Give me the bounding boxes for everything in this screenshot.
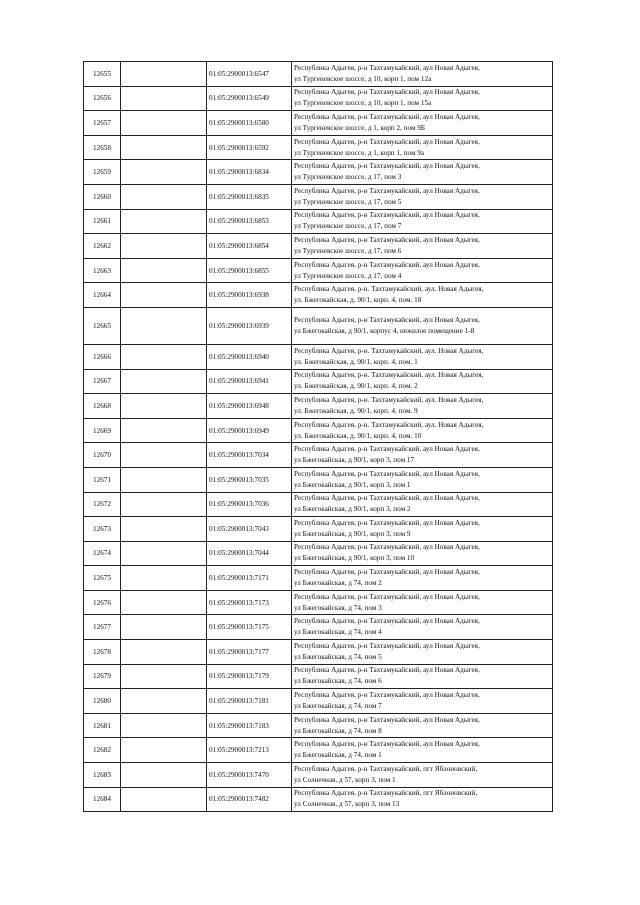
empty-cell: [121, 184, 207, 209]
cadastral-number-cell: 01:05:2900013:6949: [207, 418, 292, 443]
table-row: [84, 209, 553, 234]
empty-cell: [121, 234, 207, 259]
row-number-cell: 12663: [84, 258, 121, 283]
table-row: [84, 640, 553, 665]
address-cell: Республика Адыгея, р-н Тахтамукайский, аул Новая Адыгея, ул Бжегокайская, д 74, пом 2: [292, 566, 553, 591]
address-cell: Республика Адыгея, р-н Тахтамукайский, аул Новая Адыгея, ул Бжегокайская, д 74, пом 6: [292, 664, 553, 689]
empty-cell: [121, 135, 207, 160]
empty-cell: [121, 566, 207, 591]
address-cell: Республика Адыгея, р-н. Тахтамукайский, аул. Новая Адыгея, ул. Бжегокайская, д. 90/1, корп. 4, пом. 9: [292, 394, 553, 419]
address-cell: Республика Адыгея, р-н Тахтамукайский, аул Новая Адыгея, ул Тургеневское шоссе, д 10, корп 1, пом 15а: [292, 86, 553, 111]
empty-cell: [121, 443, 207, 468]
row-number-cell: 12683: [84, 763, 121, 788]
empty-cell: [121, 307, 207, 344]
cadastral-number-cell: 01:05:2900013:7213: [207, 738, 292, 763]
empty-cell: [121, 763, 207, 788]
table-row: [84, 590, 553, 615]
empty-cell: [121, 160, 207, 185]
address-cell: Республика Адыгея, р-н Тахтамукайский, аул Новая Адыгея, ул Тургеневское шоссе, д 17, пом 4: [292, 258, 553, 283]
table-row: [84, 307, 553, 344]
table-row: [84, 467, 553, 492]
address-cell: Республика Адыгея, р-н Тахтамукайский, аул Новая Адыгея, ул Бжегокайская, д 90/1, корп 3, пом 9: [292, 517, 553, 542]
row-number-cell: 12678: [84, 640, 121, 665]
cadastral-number-cell: 01:05:2900013:7482: [207, 787, 292, 812]
table-row: [84, 86, 553, 111]
cadastral-number-cell: 01:05:2900013:7175: [207, 615, 292, 640]
cadastral-number-cell: 01:05:2900013:7179: [207, 664, 292, 689]
row-number-cell: 12656: [84, 86, 121, 111]
cadastral-number-cell: 01:05:2900013:7043: [207, 517, 292, 542]
address-cell: Республика Адыгея, р-н Тахтамукайский, аул Новая Адыгея, ул Бжегокайская, д 74, пом 5: [292, 640, 553, 665]
cadastral-number-cell: 01:05:2900013:7177: [207, 640, 292, 665]
empty-cell: [121, 344, 207, 369]
table-row: [84, 566, 553, 591]
registry-table: [83, 61, 553, 812]
table-row: [84, 689, 553, 714]
row-number-cell: 12662: [84, 234, 121, 259]
cadastral-number-cell: 01:05:2900013:6855: [207, 258, 292, 283]
row-number-cell: 12667: [84, 369, 121, 394]
table-row: [84, 517, 553, 542]
address-cell: Республика Адыгея, р-н Тахтамукайский, пгт Яблоновский, ул Солнечная, д 57, корп 3, пом 13: [292, 787, 553, 812]
address-cell: Республика Адыгея, р-н Тахтамукайский, аул Новая Адыгея, ул Бжегокайская, д 90/1, корп 3, пом 17: [292, 443, 553, 468]
table-row: [84, 787, 553, 812]
cadastral-number-cell: 01:05:2900013:6580: [207, 111, 292, 136]
table-row: [84, 258, 553, 283]
address-cell: Республика Адыгея, р-н Тахтамукайский, аул Новая Адыгея, ул Бжегокайская, д 74, пом 1: [292, 738, 553, 763]
empty-cell: [121, 664, 207, 689]
table-row: [84, 111, 553, 136]
empty-cell: [121, 517, 207, 542]
address-cell: Республика Адыгея, р-н Тахтамукайский, аул Новая Адыгея, ул Бжегокайская, д 90/1, корп 3, пом 1: [292, 467, 553, 492]
cadastral-number-cell: 01:05:2900013:6948: [207, 394, 292, 419]
address-cell: Республика Адыгея, р-н Тахтамукайский, пгт Яблоновский, ул Солнечная, д 57, корп 3, пом 1: [292, 763, 553, 788]
cadastral-number-cell: 01:05:2900013:6834: [207, 160, 292, 185]
table-row: [84, 738, 553, 763]
empty-cell: [121, 86, 207, 111]
row-number-cell: 12681: [84, 713, 121, 738]
empty-cell: [121, 209, 207, 234]
empty-cell: [121, 787, 207, 812]
cadastral-number-cell: 01:05:2900013:6592: [207, 135, 292, 160]
row-number-cell: 12676: [84, 590, 121, 615]
address-cell: Республика Адыгея, р-н Тахтамукайский, аул Новая Адыгея, ул Тургеневское шоссе, д 1, корп 1, пом 9а: [292, 135, 553, 160]
address-cell: Республика Адыгея, р-н Тахтамукайский, аул Новая Адыгея, ул Тургеневское шоссе, д 17, пом 7: [292, 209, 553, 234]
empty-cell: [121, 541, 207, 566]
address-cell: Республика Адыгея, р-н. Тахтамукайский, аул. Новая Адыгея, ул. Бжегокайская, д. 90/1, корп. 4, пом. 10: [292, 418, 553, 443]
cadastral-number-cell: 01:05:2900013:7034: [207, 443, 292, 468]
table-row: [84, 713, 553, 738]
empty-cell: [121, 62, 207, 87]
table-row: [84, 234, 553, 259]
row-number-cell: 12680: [84, 689, 121, 714]
table-row: [84, 763, 553, 788]
row-number-cell: 12684: [84, 787, 121, 812]
empty-cell: [121, 590, 207, 615]
row-number-cell: 12659: [84, 160, 121, 185]
table-row: [84, 615, 553, 640]
table-row: [84, 394, 553, 419]
cadastral-number-cell: 01:05:2900013:7035: [207, 467, 292, 492]
cadastral-number-cell: 01:05:2900013:7171: [207, 566, 292, 591]
cadastral-number-cell: 01:05:2900013:7181: [207, 689, 292, 714]
table-row: [84, 135, 553, 160]
row-number-cell: 12679: [84, 664, 121, 689]
row-number-cell: 12665: [84, 307, 121, 344]
cadastral-number-cell: 01:05:2900013:7036: [207, 492, 292, 517]
address-cell: Республика Адыгея, р-н Тахтамукайский, аул Новая Адыгея, ул Тургеневское шоссе, д 17, пом 5: [292, 184, 553, 209]
cadastral-number-cell: 01:05:2900013:6853: [207, 209, 292, 234]
row-number-cell: 12664: [84, 283, 121, 308]
cadastral-number-cell: 01:05:2900013:6854: [207, 234, 292, 259]
cadastral-number-cell: 01:05:2900013:7044: [207, 541, 292, 566]
cadastral-number-cell: 01:05:2900013:7183: [207, 713, 292, 738]
row-number-cell: 12657: [84, 111, 121, 136]
row-number-cell: 12672: [84, 492, 121, 517]
address-cell: Республика Адыгея, р-н Тахтамукайский, аул Новая Адыгея, ул Бжегокайская, д 74, пом 3: [292, 590, 553, 615]
table-row: [84, 418, 553, 443]
empty-cell: [121, 713, 207, 738]
empty-cell: [121, 615, 207, 640]
empty-cell: [121, 369, 207, 394]
table-row: [84, 492, 553, 517]
row-number-cell: 12674: [84, 541, 121, 566]
cadastral-number-cell: 01:05:2900013:6549: [207, 86, 292, 111]
table-row: [84, 184, 553, 209]
table-row: [84, 369, 553, 394]
row-number-cell: 12670: [84, 443, 121, 468]
empty-cell: [121, 467, 207, 492]
table-row: [84, 664, 553, 689]
row-number-cell: 12668: [84, 394, 121, 419]
empty-cell: [121, 394, 207, 419]
cadastral-number-cell: 01:05:2900013:6939: [207, 307, 292, 344]
empty-cell: [121, 418, 207, 443]
cadastral-number-cell: 01:05:2900013:6940: [207, 344, 292, 369]
address-cell: Республика Адыгея, р-н Тахтамукайский, аул Новая Адыгея, ул Бжегокайская, д 74, пом 7: [292, 689, 553, 714]
address-cell: Республика Адыгея, р-н Тахтамукайский, аул Новая Адыгея, ул Тургеневское шоссе, д 1, корп 2, пом 9Б: [292, 111, 553, 136]
table-row: [84, 62, 553, 87]
table-row: [84, 541, 553, 566]
table-row: [84, 283, 553, 308]
address-cell: Республика Адыгея, р-н. Тахтамукайский, аул. Новая Адыгея, ул. Бжегокайская, д. 90/1, корп. 4, пом. 18: [292, 283, 553, 308]
table-row: [84, 160, 553, 185]
empty-cell: [121, 640, 207, 665]
row-number-cell: 12655: [84, 62, 121, 87]
address-cell: Республика Адыгея, р-н. Тахтамукайский, аул. Новая Адыгея, ул. Бжегокайская, д. 90/1, корп. 4, пом. 1: [292, 344, 553, 369]
cadastral-number-cell: 01:05:2900013:6835: [207, 184, 292, 209]
empty-cell: [121, 738, 207, 763]
row-number-cell: 12658: [84, 135, 121, 160]
row-number-cell: 12682: [84, 738, 121, 763]
address-cell: Республика Адыгея, р-н Тахтамукайский, аул Новая Адыгея, ул Тургеневское шоссе, д 17, пом 3: [292, 160, 553, 185]
cadastral-number-cell: 01:05:2900013:7470: [207, 763, 292, 788]
table-row: [84, 443, 553, 468]
registry-table-body: [84, 62, 553, 812]
row-number-cell: 12666: [84, 344, 121, 369]
row-number-cell: 12661: [84, 209, 121, 234]
row-number-cell: 12673: [84, 517, 121, 542]
address-cell: Республика Адыгея, р-н Тахтамукайский, аул Новая Адыгея, ул Бжегокайская, д 90/1, корп 3, пом 10: [292, 541, 553, 566]
row-number-cell: 12660: [84, 184, 121, 209]
address-cell: Республика Адыгея, р-н Тахтамукайский, аул Новая Адыгея, ул Бжегокайская, д 74, пом 4: [292, 615, 553, 640]
address-cell: Республика Адыгея, р-н Тахтамукайский, аул Новая Адыгея, ул Тургеневское шоссе, д 17, пом 6: [292, 234, 553, 259]
address-cell: Республика Адыгея, р-н Тахтамукайский, аул Новая Адыгея, ул Бжегокайская, д 90/1, корп 3, пом 2: [292, 492, 553, 517]
cadastral-number-cell: 01:05:2900013:6547: [207, 62, 292, 87]
address-cell: Республика Адыгея, р-н. Тахтамукайский, аул. Новая Адыгея, ул. Бжегокайская, д. 90/1, корп. 4, пом. 2: [292, 369, 553, 394]
empty-cell: [121, 111, 207, 136]
address-cell: Республика Адыгея, р-н Тахтамукайский, аул Новая Адыгея, ул Бжегокайская, д 74, пом 8: [292, 713, 553, 738]
empty-cell: [121, 689, 207, 714]
cadastral-number-cell: 01:05:2900013:6938: [207, 283, 292, 308]
cadastral-number-cell: 01:05:2900013:7173: [207, 590, 292, 615]
row-number-cell: 12669: [84, 418, 121, 443]
empty-cell: [121, 258, 207, 283]
address-cell: Республика Адыгея, р-н Тахтамукайский, аул Новая Адыгея, ул Бжегокайская, д 90/1, корпус 4, нежилое помещение 1-8: [292, 307, 553, 344]
address-cell: Республика Адыгея, р-н Тахтамукайский, аул Новая Адыгея, ул Тургеневское шоссе, д 10, корп 1, пом 12а: [292, 62, 553, 87]
row-number-cell: 12677: [84, 615, 121, 640]
empty-cell: [121, 283, 207, 308]
row-number-cell: 12671: [84, 467, 121, 492]
table-row: [84, 344, 553, 369]
cadastral-number-cell: 01:05:2900013:6941: [207, 369, 292, 394]
empty-cell: [121, 492, 207, 517]
row-number-cell: 12675: [84, 566, 121, 591]
